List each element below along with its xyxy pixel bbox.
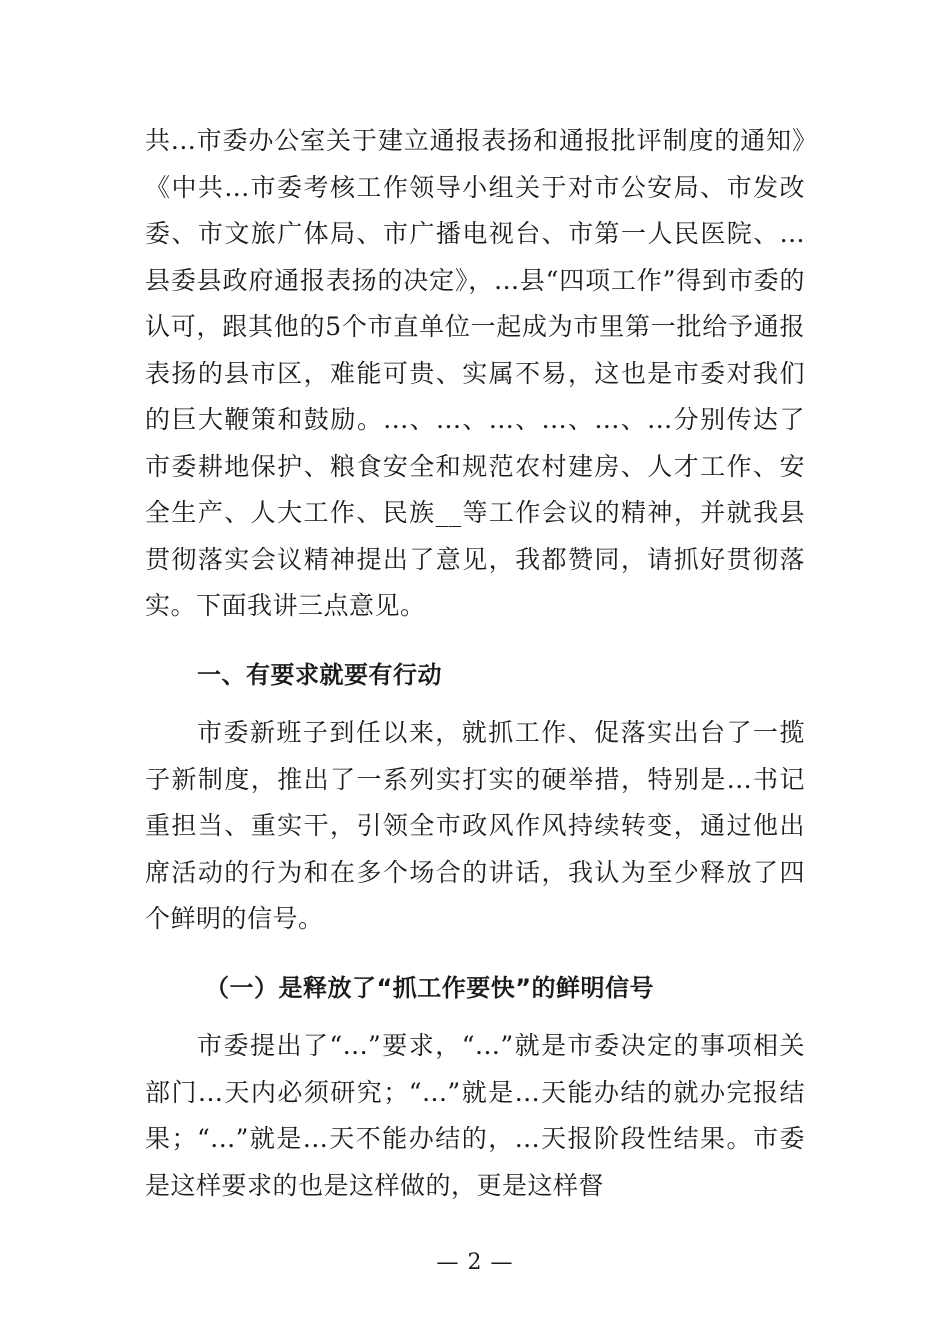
- page-number: — 2 —: [436, 1250, 514, 1275]
- body-paragraph: 市委新班子到任以来，就抓工作、促落实出台了一揽子新制度，推出了一系列实打实的硬举措，特别是...书记重担当、重实干，引领全市政风作风持续转变，通过他出席活动的行为和在多个场合的讲话，我认为至少释放了四个鲜明的信号。: [145, 718, 805, 933]
- body-paragraph: 市委提出了“...”要求，“...”就是市委决定的事项相关部门...天内必须研究；“...”就是...天能办结的就办完报结果；“...”就是...天不能办结的，...天报阶段性结果。市委是这样要求的也是这样做的，更是这样督: [145, 1031, 805, 1200]
- section-heading: 一、有要求就要有行动: [197, 660, 442, 689]
- document-body: [145, 118, 805, 1209]
- subsection-heading: （一）是释放了“抓工作要快”的鲜明信号: [205, 973, 655, 1002]
- body-paragraph: 共...市委办公室关于建立通报表扬和通报批评制度的通知》《中共...市委考核工作领导小组关于对市公安局、市发改委、市文旅广体局、市广播电视台、市第一人民医院、...县委县政府通报表扬的决定》，...县“四项工作”得到市委的认可，跟其他的5个市直单位一起成为市里第一批给予通报表扬的县市区，难能可贵、实属不易，这也是市委对我们的巨大鞭策和鼓励。...、...、...、...、...、...分别传达了市委耕地保护、粮食安全和规范农村建房、人才工作、安全生产、人大工作、民族__等工作会议的精神，并就我县贯彻落实会议精神提出了意见，我都赞同，请抓好贯彻落实。下面我讲三点意见。: [145, 126, 805, 620]
